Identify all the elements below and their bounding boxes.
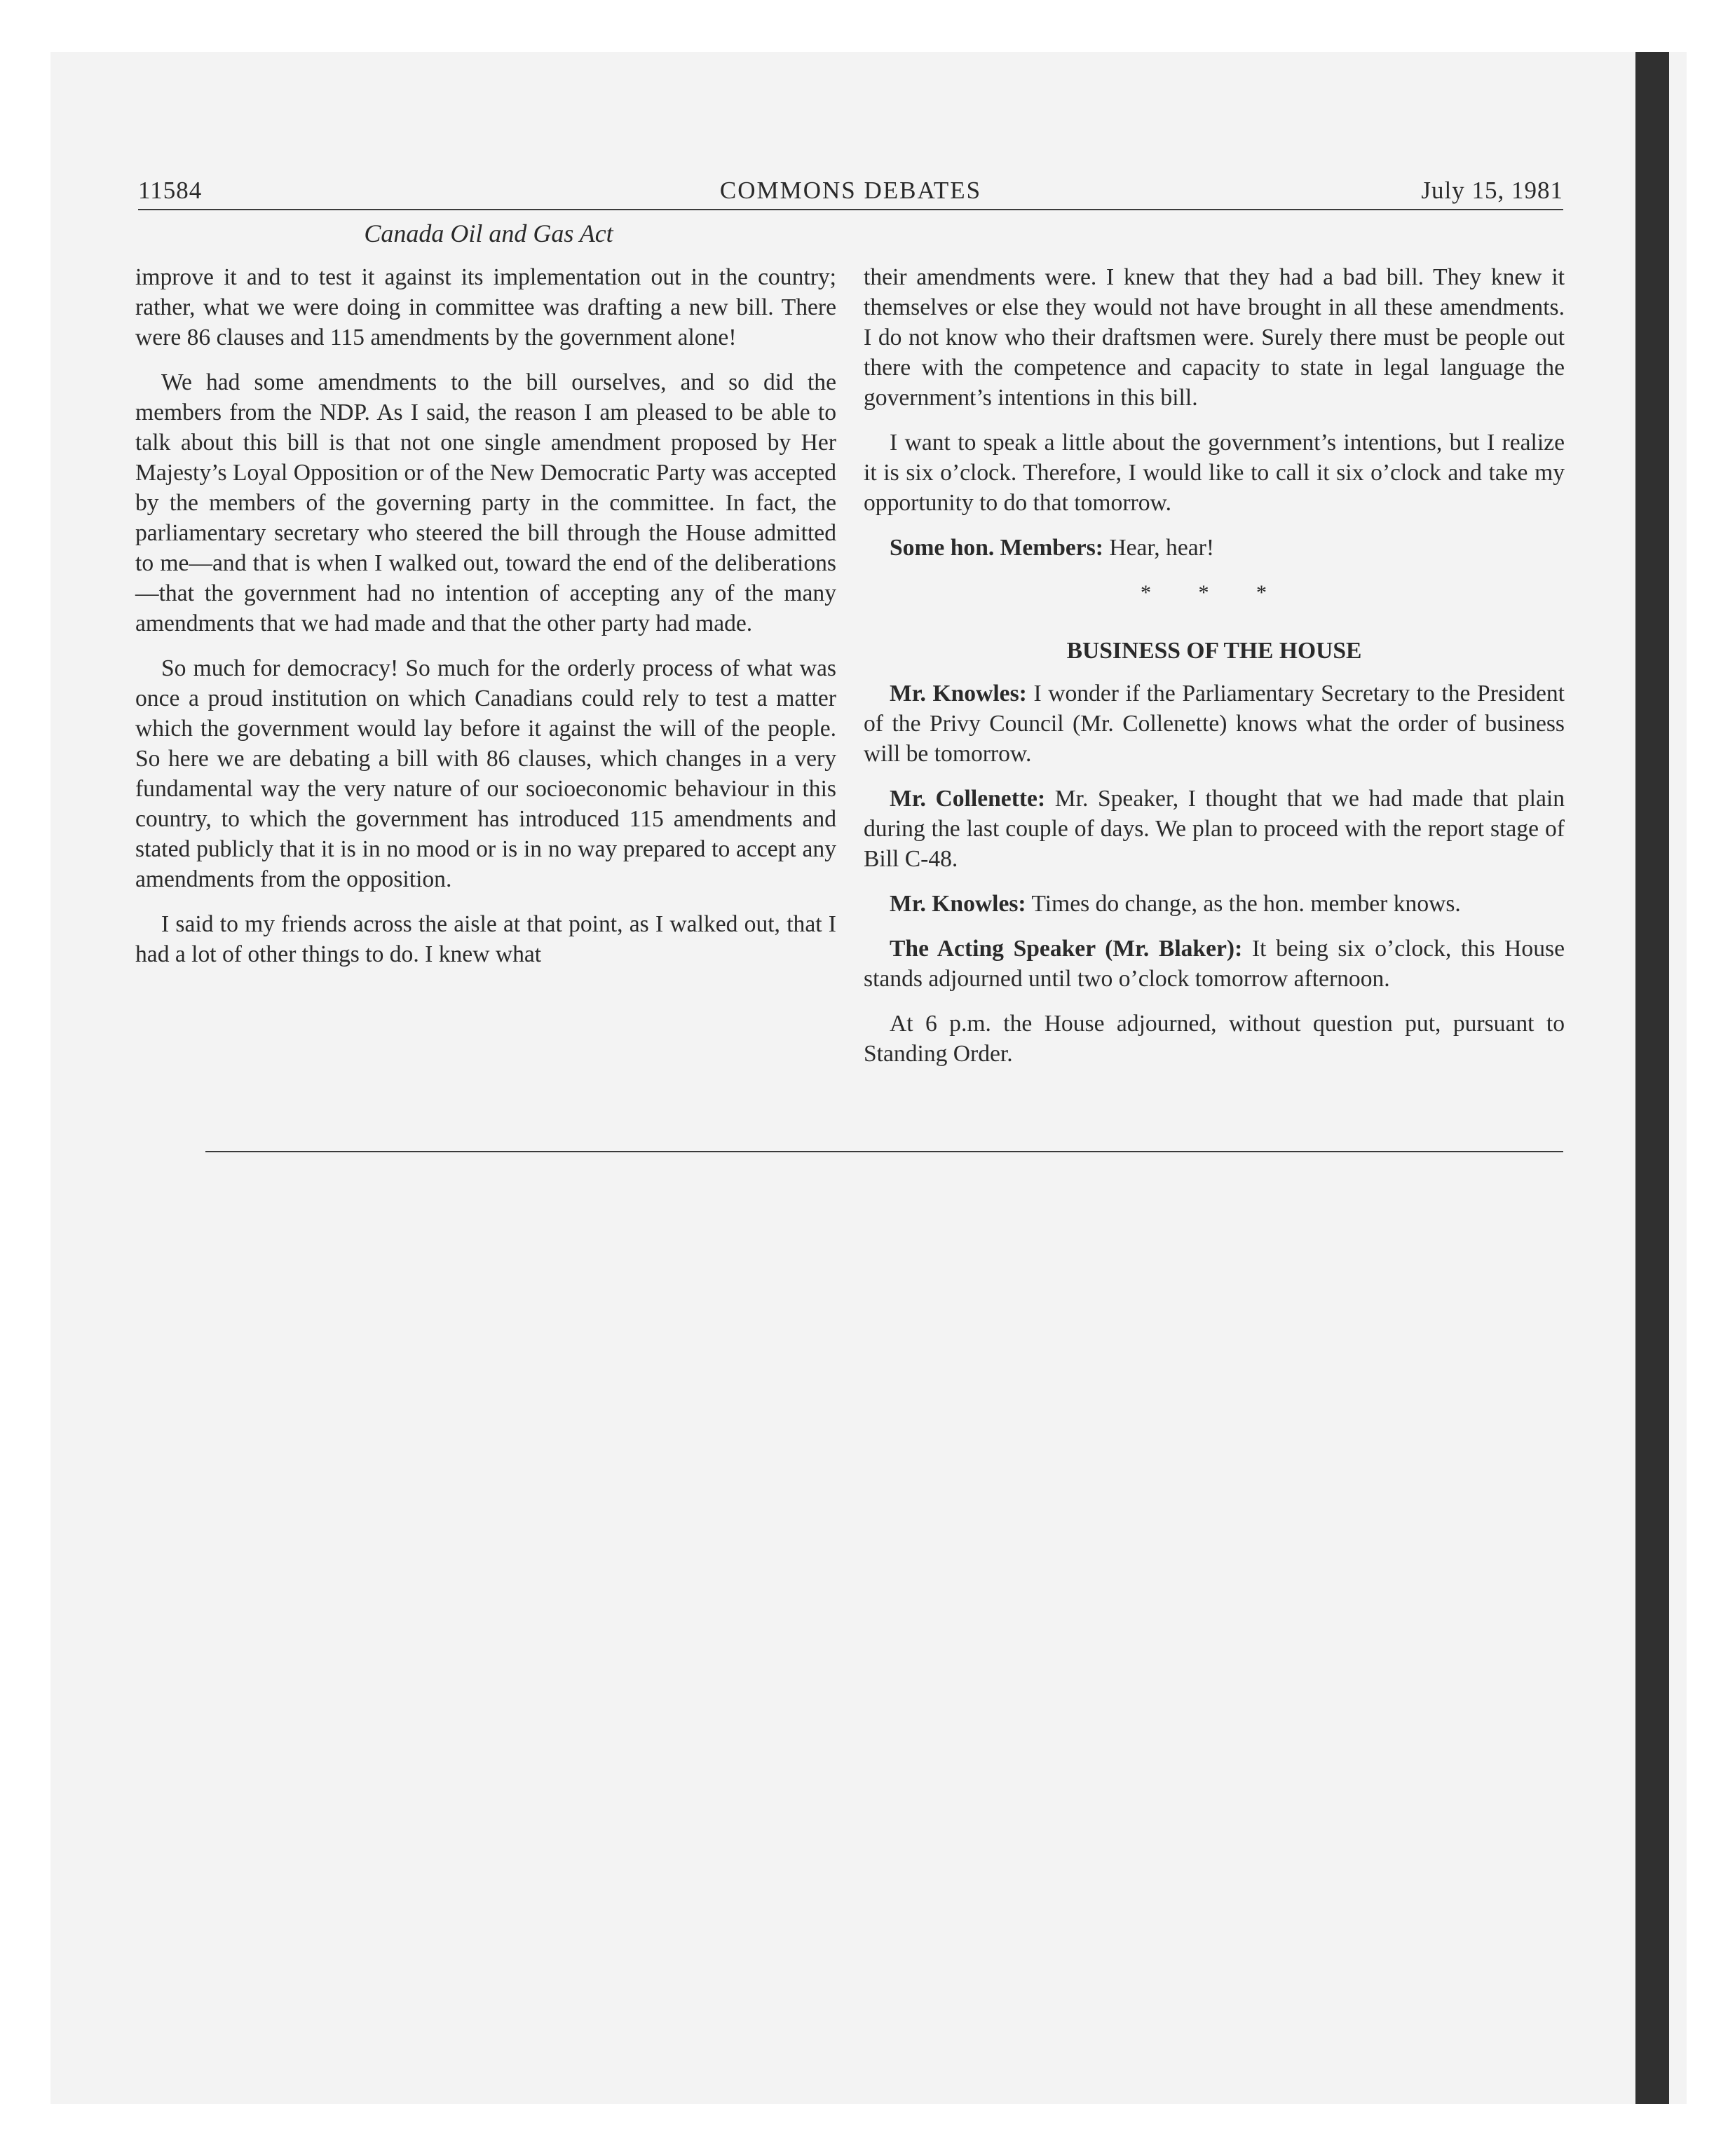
speech-text: It being six o’clock, this House stands adjourned until two o’clock tomorrow afternoon. <box>864 936 1565 992</box>
speaker-name: Mr. Collenette: <box>890 786 1046 812</box>
right-column <box>864 262 1565 1084</box>
speech-knowles-1 <box>864 678 1565 769</box>
publication-date: July 15, 1981 <box>1421 177 1563 204</box>
speaker-name: Some hon. Members: <box>890 535 1103 561</box>
speech-knowles-2 <box>864 889 1565 919</box>
paragraph: their amendments were. I knew that they had a bad bill. They knew it themselves or else they would not have brought in all these amendments. I do not know who their draftsmen were. Surely there must be people out there with the competence and capacity to state in legal language the government’s intentions in this bill. <box>864 264 1565 411</box>
section-heading: BUSINESS OF THE HOUSE <box>1066 638 1362 664</box>
bottom-rule <box>205 1151 1563 1152</box>
paragraph: I want to speak a little about the government’s intentions, but I realize it is six o’clock. Therefore, I would like to call it six o’clock and take my opportunity to do that tomorrow. <box>864 430 1565 516</box>
speech-text: Hear, hear! <box>1109 535 1215 561</box>
speaker-name: The Acting Speaker (Mr. Blaker): <box>890 936 1243 962</box>
adjournment-note: At 6 p.m. the House adjourned, without question put, pursuant to Standing Order. <box>864 1011 1565 1067</box>
speech-text: Times do change, as the hon. member knows. <box>1031 891 1461 917</box>
scan-binding-edge <box>1635 52 1669 2104</box>
speaker-name: Mr. Knowles: <box>890 891 1026 917</box>
paragraph: improve it and to test it against its implementation out in the country; rather, what we were doing in committee was drafting a new bill. There were 86 clauses and 115 amendments by the government alone! <box>135 264 836 350</box>
page-number: 11584 <box>138 177 203 204</box>
paragraph: We had some amendments to the bill ourselves, and so did the members from the NDP. As I said, the reason I am pleased to be able to talk about this bill is that not one single amendment proposed by Her Majesty’s Loyal Opposition or of the New Democratic Party was accepted by the members of the governing party in the committee. In fact, the parliamentary secretary who steered the bill through the House admitted to me—and that is when I walked out, toward the end of the deliberations—that the government had no intention of accepting any of the many amendments that we had made and that the other party had made. <box>135 369 836 636</box>
running-header <box>138 167 1563 210</box>
speech-members <box>864 533 1565 563</box>
speech-collenette <box>864 784 1565 874</box>
paragraph: So much for democracy! So much for the orderly process of what was once a proud institution on which Canadians could rely to test a matter which the government would lay before it against the will of the people. So here we are debating a bill with 86 clauses, which changes in a very fundamental way the very nature of our socioeconomic behaviour in this country, to which the government has introduced 115 amendments and stated publicly that it is in no mood or is in no way prepared to accept any amendments from the opposition. <box>135 655 836 892</box>
section-separator: * * * <box>1141 581 1288 604</box>
publication-title: COMMONS DEBATES <box>719 177 982 204</box>
speech-text: I wonder if the Parliamentary Secretary to the President of the Privy Council (Mr. Collenette) knows what the order of business will be tomorrow. <box>864 681 1565 767</box>
left-column <box>135 262 836 984</box>
speech-text: Mr. Speaker, I thought that we had made that plain during the last couple of days. We plan to proceed with the report stage of Bill C-48. <box>864 786 1565 872</box>
speaker-name: Mr. Knowles: <box>890 681 1027 707</box>
speech-acting-speaker <box>864 934 1565 994</box>
debate-subject: Canada Oil and Gas Act <box>364 219 613 247</box>
paragraph: I said to my friends across the aisle at that point, as I walked out, that I had a lot of other things to do. I knew what <box>135 911 836 967</box>
